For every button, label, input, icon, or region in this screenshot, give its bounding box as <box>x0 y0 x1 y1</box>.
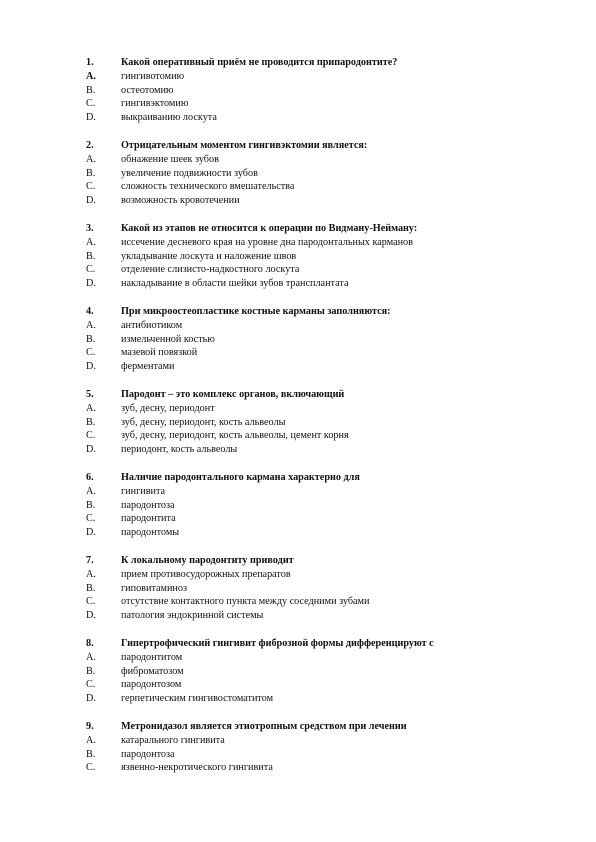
option-d <box>86 526 516 540</box>
question-number: 7. <box>86 555 94 566</box>
question-text: При микроостеопластике костные карманы заполняются: <box>121 306 391 317</box>
question-3 <box>86 222 516 291</box>
option-d <box>86 692 516 706</box>
option-b <box>86 665 516 679</box>
option-letter: D. <box>86 278 96 290</box>
question-line <box>86 471 516 485</box>
option-c <box>86 678 516 692</box>
option-letter: C. <box>86 679 96 691</box>
option-letter: D. <box>86 444 96 456</box>
question-number: 8. <box>86 638 94 649</box>
option-b <box>86 333 516 347</box>
question-number: 9. <box>86 721 94 732</box>
option-text: обнажение шеек зубов <box>121 153 219 165</box>
question-number: 1. <box>86 57 94 68</box>
option-a <box>86 319 516 333</box>
question-8 <box>86 637 516 706</box>
question-number: 3. <box>86 223 94 234</box>
option-d <box>86 111 516 125</box>
option-c <box>86 180 516 194</box>
option-text: гингивэктомию <box>121 98 189 110</box>
option-text: отделение слизисто-надкостного лоскута <box>121 264 300 276</box>
option-text: ферментами <box>121 361 175 373</box>
option-letter: C. <box>86 98 96 110</box>
option-text: выкраиванию лоскута <box>121 112 217 124</box>
option-b <box>86 499 516 513</box>
option-text: мазевой повязкой <box>121 347 198 359</box>
option-a <box>86 236 516 250</box>
option-letter: B. <box>86 167 96 179</box>
option-text: гингивотомию <box>121 70 185 82</box>
option-text: пародонтоза <box>121 499 175 511</box>
option-a <box>86 485 516 499</box>
option-letter: A. <box>86 402 96 414</box>
option-letter: D. <box>86 693 96 705</box>
option-text: пародонтитом <box>121 651 183 663</box>
option-letter: C. <box>86 430 96 442</box>
option-letter: B. <box>86 416 96 428</box>
option-text: пародонтита <box>121 513 176 525</box>
question-line <box>86 139 516 153</box>
option-a <box>86 734 516 748</box>
option-letter: D. <box>86 610 96 622</box>
question-9 <box>86 720 516 775</box>
option-text: патология эндокринной системы <box>121 610 264 622</box>
option-letter: B. <box>86 582 96 594</box>
option-letter: D. <box>86 112 96 124</box>
option-letter: A. <box>86 153 96 165</box>
option-letter: D. <box>86 527 96 539</box>
option-d <box>86 277 516 291</box>
option-letter: C. <box>86 181 96 193</box>
option-d <box>86 194 516 208</box>
question-text: К локальному пародонтиту приводит <box>121 555 294 566</box>
option-text: антибиотиком <box>121 319 183 331</box>
option-letter: C. <box>86 347 96 359</box>
option-c <box>86 263 516 277</box>
option-letter: A. <box>86 485 96 497</box>
option-c <box>86 429 516 443</box>
option-b <box>86 167 516 181</box>
option-text: возможность кровотечении <box>121 195 240 207</box>
question-1 <box>86 56 516 125</box>
option-letter: B. <box>86 250 96 262</box>
question-text: Пародонт – это комплекс органов, включающий <box>121 389 345 400</box>
question-line <box>86 305 516 319</box>
option-text: пародонтомы <box>121 527 180 539</box>
question-5 <box>86 388 516 457</box>
option-text: гингивита <box>121 485 166 497</box>
option-letter: D. <box>86 195 96 207</box>
option-letter: B. <box>86 499 96 511</box>
option-text: накладывание в области шейки зубов трансплантата <box>121 278 349 290</box>
question-6 <box>86 471 516 540</box>
question-number: 4. <box>86 306 94 317</box>
option-d <box>86 609 516 623</box>
question-line <box>86 388 516 402</box>
option-text: увеличение подвижности зубов <box>121 167 258 179</box>
option-a <box>86 153 516 167</box>
option-d <box>86 360 516 374</box>
option-b <box>86 748 516 762</box>
option-c <box>86 512 516 526</box>
option-letter: B. <box>86 748 96 760</box>
question-number: 6. <box>86 472 94 483</box>
option-letter: D. <box>86 361 96 373</box>
option-text: периодонт, кость альвеолы <box>121 444 238 456</box>
option-text: зуб, десну, периодонт, кость альвеолы <box>121 416 286 428</box>
question-text: Какой из этапов не относится к операции по Видману-Нейману: <box>121 223 418 234</box>
option-d <box>86 443 516 457</box>
option-text: катарального гингивита <box>121 734 225 746</box>
question-line <box>86 720 516 734</box>
option-text: измельченной костью <box>121 333 215 345</box>
option-b <box>86 250 516 264</box>
option-text: отсутствие контактного пункта между соседними зубами <box>121 596 370 608</box>
option-letter: B. <box>86 84 96 96</box>
option-text: герпетическим гингивостоматитом <box>121 693 274 705</box>
option-text: зуб, десну, периодонт <box>121 402 215 414</box>
option-a <box>86 402 516 416</box>
option-text: гиповитаминоз <box>121 582 188 594</box>
option-a <box>86 70 516 84</box>
option-text: фиброматозом <box>121 665 184 677</box>
option-letter: C. <box>86 596 96 608</box>
option-c <box>86 97 516 111</box>
option-b <box>86 416 516 430</box>
question-text: Какой оперативный приём не проводится припародонтите? <box>121 57 398 68</box>
option-letter: C. <box>86 762 96 774</box>
option-b <box>86 84 516 98</box>
option-c <box>86 761 516 775</box>
question-4 <box>86 305 516 374</box>
option-letter: A. <box>86 651 96 663</box>
option-letter: B. <box>86 665 96 677</box>
question-line <box>86 637 516 651</box>
option-text: прием противосудорожных препаратов <box>121 568 291 580</box>
option-letter: A. <box>86 70 96 82</box>
question-line <box>86 222 516 236</box>
option-text: укладывание лоскута и наложение швов <box>121 250 297 262</box>
option-letter: A. <box>86 319 96 331</box>
option-text: остеотомию <box>121 84 174 96</box>
question-text: Гипертрофический гингивит фиброзной формы дифференцируют с <box>121 638 434 649</box>
option-letter: B. <box>86 333 96 345</box>
option-text: пародонтозом <box>121 679 182 691</box>
question-2 <box>86 139 516 208</box>
option-letter: C. <box>86 264 96 276</box>
question-7 <box>86 554 516 623</box>
option-c <box>86 346 516 360</box>
option-text: пародонтоза <box>121 748 175 760</box>
option-letter: A. <box>86 236 96 248</box>
option-b <box>86 582 516 596</box>
option-a <box>86 568 516 582</box>
question-line <box>86 56 516 70</box>
option-text: язвенно-некротического гингивита <box>121 762 273 774</box>
option-text: зуб, десну, периодонт, кость альвеолы, цемент корня <box>121 430 349 442</box>
question-text: Наличие пародонтального кармана характерно для <box>121 472 360 483</box>
question-number: 5. <box>86 389 94 400</box>
option-letter: A. <box>86 734 96 746</box>
option-letter: A. <box>86 568 96 580</box>
question-line <box>86 554 516 568</box>
question-number: 2. <box>86 140 94 151</box>
option-c <box>86 595 516 609</box>
question-text: Метронидазол является этиотропным средством при лечении <box>121 721 407 732</box>
option-text: иссечение десневого края на уровне дна пародонтальных карманов <box>121 236 413 248</box>
question-text: Отрицательным моментом гингивэктомии является: <box>121 140 368 151</box>
option-text: сложность технического вмешательства <box>121 181 295 193</box>
option-a <box>86 651 516 665</box>
option-letter: C. <box>86 513 96 525</box>
